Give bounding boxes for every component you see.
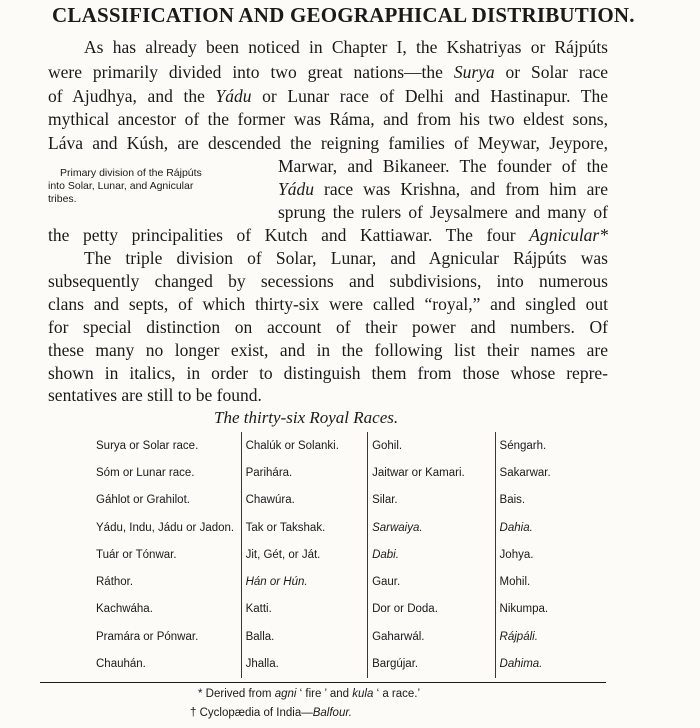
- table-cell: Gaharwál.: [368, 623, 495, 650]
- table-cell: Parihára.: [241, 459, 367, 486]
- margin-note-line: into Solar, Lunar, and Agnicular: [48, 180, 194, 192]
- table-row: [92, 487, 604, 514]
- margin-note-line: tribes.: [48, 193, 77, 205]
- table-cell: Dabi.: [368, 541, 495, 568]
- table-cell: Bais.: [495, 487, 604, 514]
- paragraph-1-line-8: sprung the rulers of Jeysalmere and many of: [278, 202, 608, 222]
- paragraph-1-line-9: the petty principalities of Kutch and Kattiawar. The four Agnicular*: [48, 225, 608, 245]
- table-cell: Dahia.: [495, 514, 604, 541]
- table-cell: Kachwáha.: [96, 603, 153, 616]
- table-cell: Surya or Solar race.: [96, 439, 199, 452]
- table-cell: Chauhán.: [96, 658, 146, 671]
- table-cell: Yádu, Indu, Jádu or Jadon.: [96, 521, 235, 534]
- table-row: [92, 514, 604, 541]
- table-row: [92, 596, 604, 623]
- table-cell: Sóm or Lunar race.: [96, 466, 195, 479]
- table-row: [92, 459, 604, 486]
- table-cell: Jit, Gét, or Ját.: [241, 541, 367, 568]
- paragraph-2-line-1: The triple division of Solar, Lunar, and Agnicular Rájpúts was: [84, 248, 608, 268]
- paragraph-1-line-5: Láva and Kúsh, are descended the reigning families of Meywar, Jeypore,: [48, 133, 608, 153]
- table-cell: Séngarh.: [495, 432, 604, 459]
- table-cell: Tuár or Tónwar.: [96, 548, 177, 561]
- table-cell: Balla.: [241, 623, 367, 650]
- paragraph-1-line-3: of Ajudhya, and the Yádu or Lunar race of Delhi and Hastinapur. The: [48, 86, 608, 106]
- paragraph-1-line-2: were primarily divided into two great nations—the Surya or Solar race: [48, 62, 608, 82]
- footnote-agnicular: * Derived from agni ‘ fire ’ and kula ‘ a race.’: [198, 688, 421, 700]
- table-cell: Johya.: [495, 541, 604, 568]
- table-cell: Sarwaiya.: [368, 514, 495, 541]
- table-cell: Silar.: [368, 487, 495, 514]
- paragraph-1-line-1: As has already been noticed in Chapter I, the Kshatriyas or Rájpúts: [84, 37, 608, 57]
- table-row: [92, 432, 604, 459]
- royal-races-table: [92, 432, 604, 678]
- margin-note: [48, 167, 270, 206]
- table-title: The thirty-six Royal Races.: [214, 408, 399, 427]
- table-cell: Mohil.: [495, 568, 604, 595]
- margin-note-line: Primary division of the Rájpúts: [60, 167, 202, 179]
- table-cell: Gáhlot or Grahilot.: [96, 494, 190, 507]
- paragraph-2-line-4: for special distinction on account of their power and numbers. Of: [48, 317, 608, 337]
- paragraph-2-line-3: clans and septs, of which thirty-six were called “royal,” and singled out: [48, 294, 608, 314]
- table-cell: Jaitwar or Kamari.: [368, 459, 495, 486]
- table-row: [92, 568, 604, 595]
- table-cell: Rájpáli.: [495, 623, 604, 650]
- chapter-heading: CLASSIFICATION AND GEOGRAPHICAL DISTRIBUTION.: [52, 3, 635, 27]
- paragraph-2-line-6: shown in italics, in order to distinguish them from those whose repre-: [48, 363, 608, 383]
- table-cell: Bargújar.: [368, 650, 495, 677]
- table-cell: Dahima.: [495, 650, 604, 677]
- table-row: [92, 541, 604, 568]
- table-row: [92, 650, 604, 677]
- paragraph-1-line-7: Yádu race was Krishna, and from him are: [278, 179, 608, 199]
- table-cell: Chalúk or Solanki.: [241, 432, 367, 459]
- table-row: [92, 623, 604, 650]
- table-cell: Gaur.: [368, 568, 495, 595]
- table-cell: Nikumpa.: [495, 596, 604, 623]
- footnote-source: † Cyclopædia of India—Balfour.: [190, 707, 352, 719]
- table-cell: Pramára or Pónwar.: [96, 630, 199, 643]
- table-cell: Hán or Hún.: [241, 568, 367, 595]
- table-cell: Chawúra.: [241, 487, 367, 514]
- table-cell: Jhalla.: [241, 650, 367, 677]
- table-cell: Sakarwar.: [495, 459, 604, 486]
- paragraph-2-line-5: these many no longer exist, and in the following list their names are: [48, 340, 608, 360]
- table-cell: Dor or Doda.: [368, 596, 495, 623]
- table-cell: Katti.: [241, 596, 367, 623]
- paragraph-1-line-4: mythical ancestor of the former was Ráma, and from his two eldest sons,: [48, 109, 608, 129]
- footnote-divider: [40, 682, 606, 683]
- paragraph-1-line-6: Marwar, and Bikaneer. The founder of the: [278, 156, 608, 176]
- table-cell: Gohil.: [368, 432, 495, 459]
- paragraph-2-line-7: sentatives are still to be found.: [48, 385, 262, 405]
- table-cell: Tak or Takshak.: [241, 514, 367, 541]
- table-cell: Ráthor.: [96, 576, 134, 589]
- paragraph-2-line-2: subsequently changed by secessions and subdivisions, into numerous: [48, 271, 608, 291]
